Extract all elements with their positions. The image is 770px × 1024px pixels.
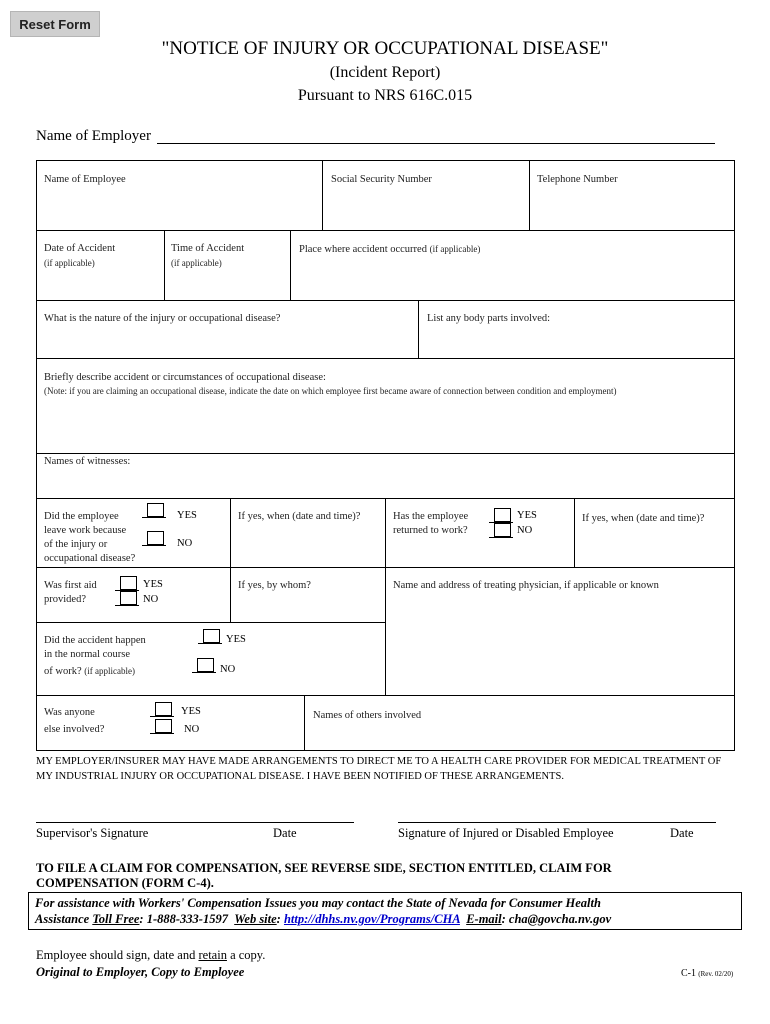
email-address: : cha@govcha.nv.gov xyxy=(501,912,612,926)
web-site-colon: : xyxy=(276,912,281,926)
supervisor-date-label: Date xyxy=(273,826,297,840)
toll-free-number: : 1-888-333-1597 xyxy=(139,912,228,926)
divider xyxy=(36,300,735,301)
first-aid-yes-label: YES xyxy=(143,579,163,590)
normal-course-line xyxy=(44,664,146,679)
divider xyxy=(529,160,530,230)
leave-when-label: If yes, when (date and time)? xyxy=(238,511,361,522)
divider xyxy=(304,695,305,751)
time-if-applicable-note: (if applicable) xyxy=(171,258,222,268)
divider xyxy=(290,230,291,300)
form-number: C-1 xyxy=(681,968,696,979)
first-aid-yes-checkbox[interactable] xyxy=(120,576,137,590)
normal-course-if-applicable: (if applicable) xyxy=(84,666,135,676)
leave-work-label xyxy=(44,510,135,566)
leave-work-yes-checkbox[interactable] xyxy=(147,503,164,517)
ssn-label: Social Security Number xyxy=(331,174,432,185)
form-title: "NOTICE OF INJURY OR OCCUPATIONAL DISEASE" xyxy=(161,38,609,59)
supervisor-signature-label: Supervisor's Signature xyxy=(36,826,149,840)
divider xyxy=(164,230,165,300)
describe-note: (Note: if you are claiming an occupational disease, indicate the date on which employee first became aware of connection between condition and employment) xyxy=(44,386,617,396)
returned-label xyxy=(393,510,468,538)
arrangement-notice: MY EMPLOYER/INSURER MAY HAVE MADE ARRANGEMENTS TO DIRECT ME TO A HEALTH CARE PROVIDER FOR MEDICAL TREATMENT OF MY INDUSTRIAL INJURY OR OCCUPATIONAL DISEASE. I HAVE BEEN NOTIFIED OF THESE ARRANGEMENTS. xyxy=(36,756,722,782)
divider xyxy=(36,453,735,454)
web-site-link[interactable]: http://dhhs.nv.gov/Programs/CHA xyxy=(283,912,460,926)
assistance-box xyxy=(28,892,742,930)
divider xyxy=(230,498,231,567)
describe-label: Briefly describe accident or circumstances of occupational disease: xyxy=(44,372,326,383)
normal-course-text: of work? xyxy=(44,666,82,677)
normal-course-label xyxy=(44,634,146,679)
anyone-else-yes-label: YES xyxy=(181,706,201,717)
retain-word: retain xyxy=(198,948,227,962)
retain-copy-text: Employee should sign, date and xyxy=(36,948,196,962)
file-claim-instructions: TO FILE A CLAIM FOR COMPENSATION, SEE REVERSE SIDE, SECTION ENTITLED, CLAIM FOR COMPENSATION (FORM C-4). xyxy=(36,861,612,890)
divider xyxy=(36,358,735,359)
employee-name-input[interactable] xyxy=(44,195,318,225)
telephone-input[interactable] xyxy=(537,195,731,225)
time-of-accident-label: Time of Accident xyxy=(171,243,245,254)
date-of-accident-label: Date of Accident xyxy=(44,243,116,254)
returned-line: returned to work? xyxy=(393,525,468,536)
supervisor-signature-line[interactable] xyxy=(36,822,354,823)
first-aid-line: Was first aid xyxy=(44,580,97,591)
date-of-accident-input[interactable] xyxy=(44,272,160,296)
date-if-applicable-note: (if applicable) xyxy=(44,258,95,268)
returned-no-label: NO xyxy=(517,525,533,536)
returned-when-label: If yes, when (date and time)? xyxy=(582,513,705,524)
assistance-line-1: For assistance with Workers' Compensation Issues you may contact the State of Nevada for Consumer Health xyxy=(35,896,601,910)
first-aid-no-label: NO xyxy=(143,594,159,605)
first-aid-label xyxy=(44,579,97,607)
reset-form-button[interactable]: Reset Form xyxy=(10,11,100,37)
normal-course-yes-label: YES xyxy=(226,634,246,645)
assistance-word: Assistance xyxy=(35,912,90,926)
place-if-applicable-note: (if applicable) xyxy=(429,244,481,254)
place-label xyxy=(299,242,480,257)
witnesses-input[interactable] xyxy=(44,472,731,496)
ssn-input[interactable] xyxy=(331,195,525,225)
physician-label: Name and address of treating physician, if applicable or known xyxy=(393,580,659,591)
divider xyxy=(385,567,386,695)
leave-work-line: leave work because xyxy=(44,525,127,536)
leave-when-input[interactable] xyxy=(238,530,382,562)
returned-yes-label: YES xyxy=(517,510,537,521)
divider xyxy=(36,230,735,231)
normal-course-yes-checkbox[interactable] xyxy=(203,629,220,643)
place-label-text: Place where accident occurred xyxy=(299,244,427,255)
telephone-label: Telephone Number xyxy=(537,174,618,185)
divider xyxy=(230,567,231,622)
divider xyxy=(418,300,419,358)
returned-yes-checkbox[interactable] xyxy=(494,508,511,522)
distribution-note: Original to Employer, Copy to Employee xyxy=(36,965,245,979)
nature-input[interactable] xyxy=(44,330,414,356)
by-whom-input[interactable] xyxy=(238,597,382,619)
normal-course-line: Did the accident happen xyxy=(44,635,146,646)
others-involved-label: Names of others involved xyxy=(313,710,422,721)
assistance-line-2 xyxy=(35,911,735,927)
divider xyxy=(36,695,735,696)
normal-course-line: in the normal course xyxy=(44,649,131,660)
employer-name-field[interactable] xyxy=(157,143,715,144)
anyone-else-line: Was anyone xyxy=(44,707,95,718)
revision-date: (Rev. 02/20) xyxy=(698,970,734,978)
web-site-label: Web site xyxy=(234,912,277,926)
anyone-else-no-checkbox[interactable] xyxy=(155,719,172,733)
physician-input[interactable] xyxy=(393,600,731,690)
divider xyxy=(36,622,386,623)
name-of-employee-label: Name of Employee xyxy=(44,174,126,185)
leave-work-line: of the injury or xyxy=(44,539,108,550)
leave-work-no-checkbox[interactable] xyxy=(147,531,164,545)
leave-work-no-label: NO xyxy=(177,538,193,549)
anyone-else-line: else involved? xyxy=(44,724,105,735)
leave-work-line: occupational disease? xyxy=(44,553,136,564)
anyone-else-no-label: NO xyxy=(184,724,200,735)
body-parts-input[interactable] xyxy=(427,330,731,356)
returned-when-input[interactable] xyxy=(582,532,732,562)
anyone-else-label xyxy=(44,706,104,737)
body-parts-label: List any body parts involved: xyxy=(427,313,551,324)
divider xyxy=(574,498,575,567)
anyone-else-yes-checkbox[interactable] xyxy=(155,702,172,716)
form-subtitle: (Incident Report) xyxy=(329,64,441,81)
employee-signature-line[interactable] xyxy=(398,822,716,823)
employer-label: Name of Employer xyxy=(36,128,151,144)
returned-line: Has the employee xyxy=(393,511,469,522)
others-involved-input[interactable] xyxy=(313,726,731,748)
normal-course-no-checkbox[interactable] xyxy=(197,658,214,672)
leave-work-line: Did the employee xyxy=(44,511,119,522)
employee-date-label: Date xyxy=(670,826,694,840)
by-whom-label: If yes, by whom? xyxy=(238,580,311,591)
divider xyxy=(385,498,386,567)
first-aid-no-checkbox[interactable] xyxy=(120,591,137,605)
retain-copy-end: a copy. xyxy=(230,948,266,962)
returned-no-checkbox[interactable] xyxy=(494,523,511,537)
employee-signature-label: Signature of Injured or Disabled Employee xyxy=(398,826,614,840)
divider xyxy=(322,160,323,230)
first-aid-line: provided? xyxy=(44,594,86,605)
witnesses-label: Names of witnesses: xyxy=(44,456,131,467)
email-label: E-mail xyxy=(466,912,502,926)
describe-input[interactable] xyxy=(44,402,731,448)
form-statute: Pursuant to NRS 616C.015 xyxy=(297,87,473,104)
nature-label: What is the nature of the injury or occupational disease? xyxy=(44,313,281,324)
place-input[interactable] xyxy=(299,262,731,296)
form-revision xyxy=(681,968,733,979)
leave-work-yes-label: YES xyxy=(177,510,197,521)
retain-copy-note xyxy=(36,948,265,963)
time-of-accident-input[interactable] xyxy=(171,272,287,296)
normal-course-no-label: NO xyxy=(220,664,236,675)
toll-free-label: Toll Free xyxy=(92,912,140,926)
